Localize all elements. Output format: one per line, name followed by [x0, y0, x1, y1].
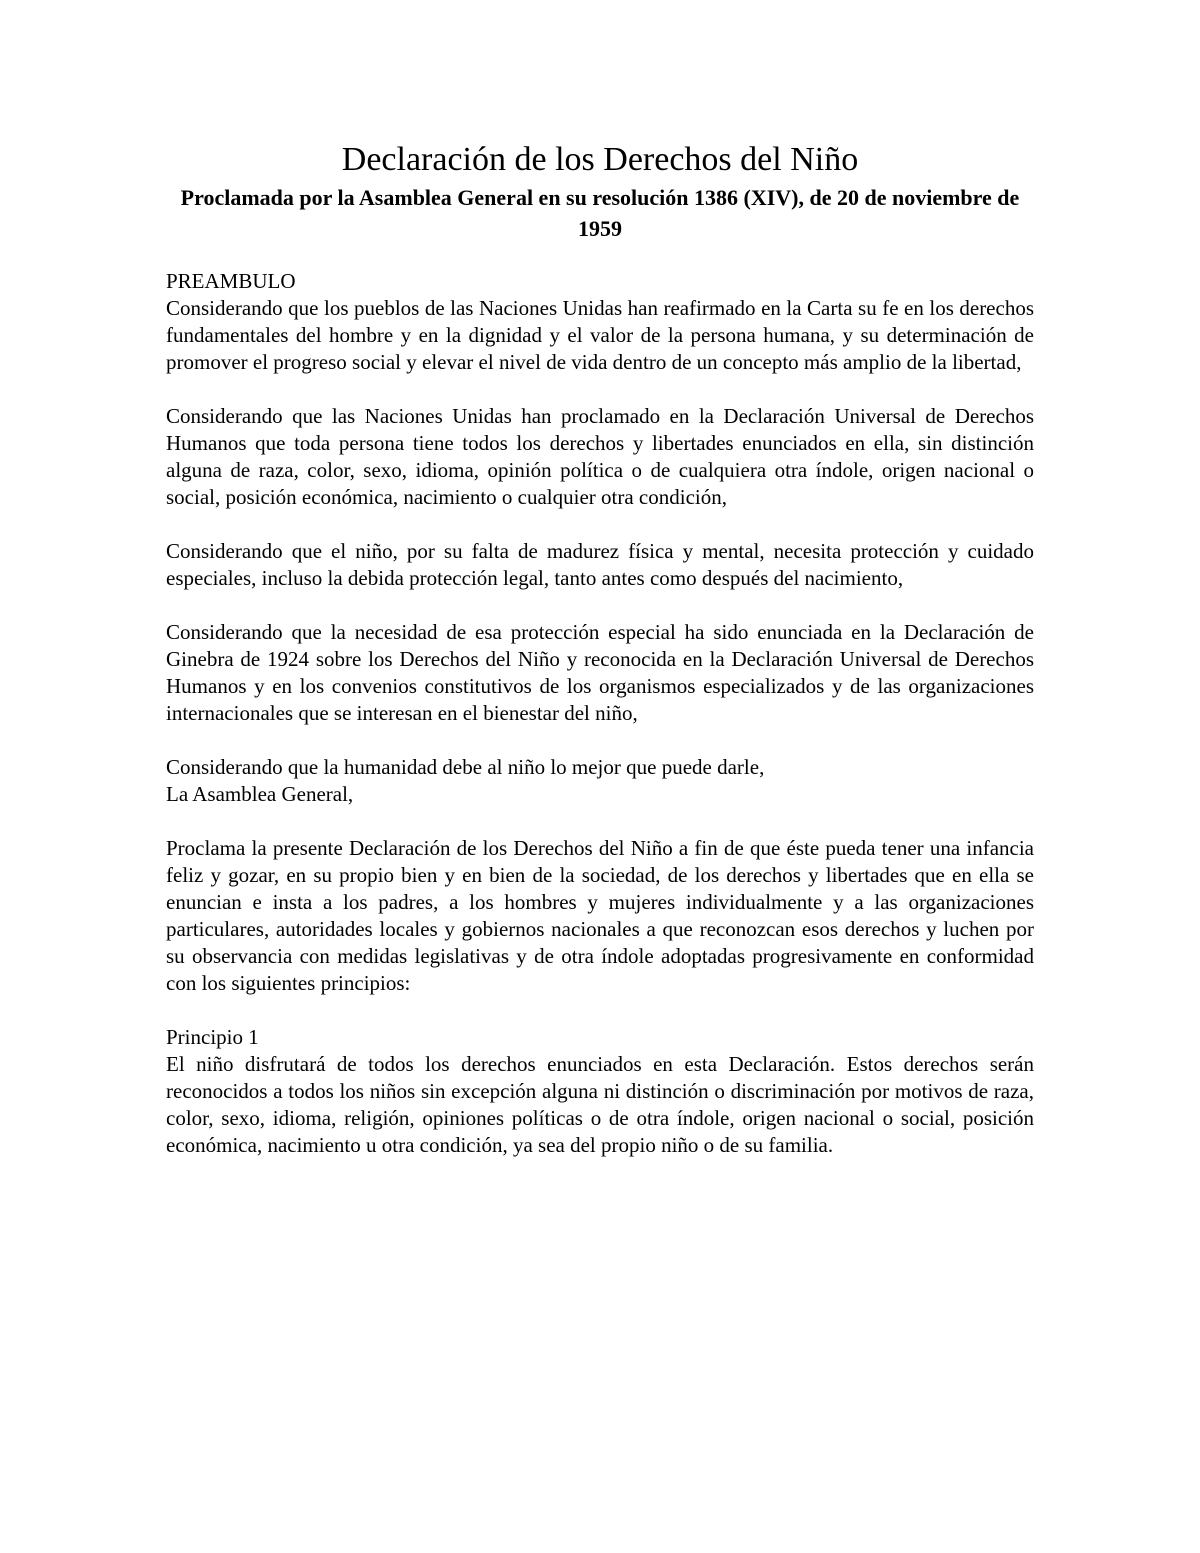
preamble-paragraph-5-line-1: Considerando que la humanidad debe al niño lo mejor que puede darle,: [166, 755, 765, 779]
preamble-paragraph-5-line-2: La Asamblea General,: [166, 782, 354, 806]
principle-1-text: El niño disfrutará de todos los derechos enunciados en esta Declaración. Estos derechos serán reconocidos a todos los niños sin excepción alguna ni distinción o discriminación por motivos de raza, color, sexo, idioma, religión, opiniones políticas o de otra índole, origen nacional o social, posición económica, nacimiento u otra condición, ya sea del propio niño o de su familia.: [166, 1052, 1034, 1157]
principle-1-heading: Principio 1: [166, 1025, 259, 1049]
preamble-paragraph-3: Considerando que el niño, por su falta de madurez física y mental, necesita protección y cuidado especiales, incluso la debida protección legal, tanto antes como después del nacimiento,: [166, 539, 1034, 590]
document-body: [166, 138, 1034, 1159]
proclamation-paragraph: Proclama la presente Declaración de los Derechos del Niño a fin de que éste pueda tener una infancia feliz y gozar, en su propio bien y en bien de la sociedad, de los derechos y libertades que en ella se enuncian e insta a los padres, a los hombres y mujeres individualmente y a las organizaciones particulares, autoridades locales y gobiernos nacionales a que reconozcan esos derechos y luchen por su observancia con medidas legislativas y de otra índole adoptadas progresivamente en conformidad con los siguientes principios:: [166, 836, 1034, 995]
preamble-paragraph-1: Considerando que los pueblos de las Naciones Unidas han reafirmado en la Carta su fe en los derechos fundamentales del hombre y en la dignidad y el valor de la persona humana, y su determinación de promover el progreso social y elevar el nivel de vida dentro de un concepto más amplio de la libertad,: [166, 296, 1034, 374]
preamble-paragraph-2: Considerando que las Naciones Unidas han proclamado en la Declaración Universal de Derechos Humanos que toda persona tiene todos los derechos y libertades enunciados en ella, sin distinción alguna de raza, color, sexo, idioma, opinión política o de cualquiera otra índole, origen nacional o social, posición económica, nacimiento o cualquier otra condición,: [166, 404, 1034, 509]
preamble-heading: PREAMBULO: [166, 269, 296, 293]
document-subtitle: Proclamada por la Asamblea General en su resolución 1386 (XIV), de 20 de noviembre de 1959: [180, 185, 1020, 241]
document-title: Declaración de los Derechos del Niño: [341, 141, 859, 178]
preamble-paragraph-4: Considerando que la necesidad de esa protección especial ha sido enunciada en la Declaración de Ginebra de 1924 sobre los Derechos del Niño y reconocida en la Declaración Universal de Derechos Humanos y en los convenios constitutivos de los organismos especializados y de las organizaciones internacionales que se interesan en el bienestar del niño,: [166, 620, 1034, 725]
